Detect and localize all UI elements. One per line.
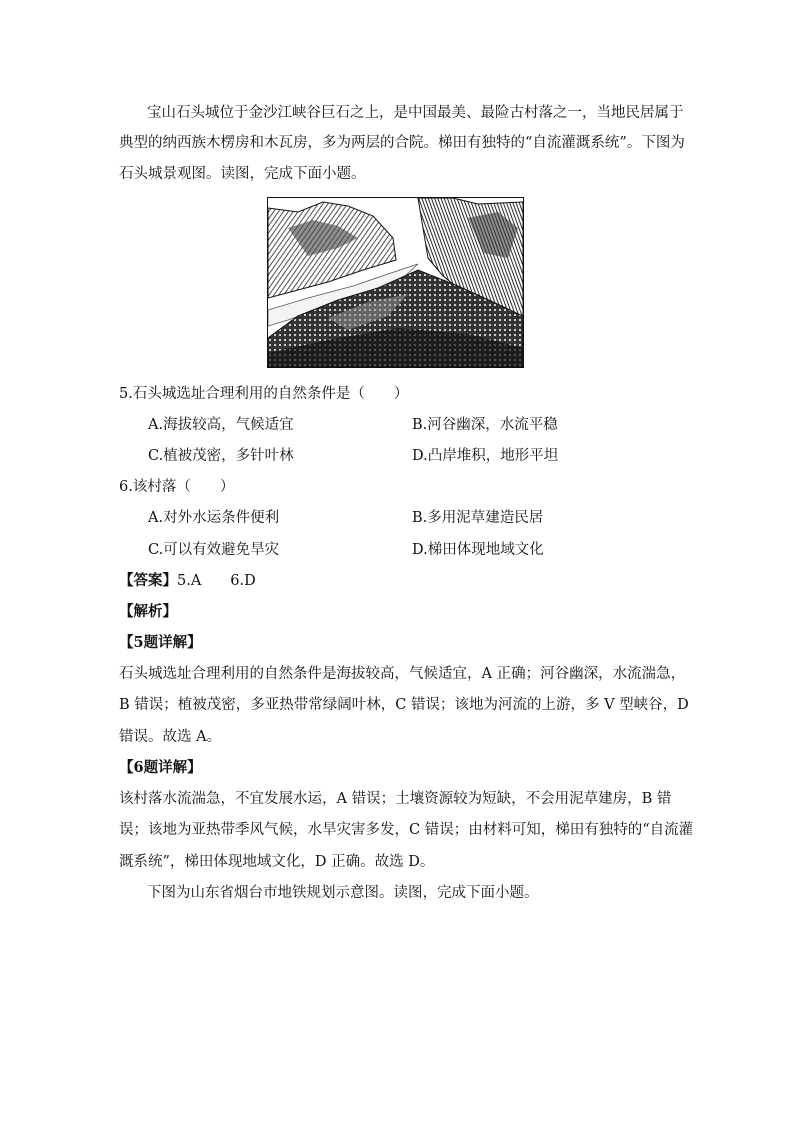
q5-option-c: C.植被茂密，多针叶林: [148, 448, 294, 464]
detail5-label: 【5题详解】: [119, 634, 202, 651]
detail6-line-3: 溉系统”，梯田体现地域文化，D 正确。故选 D。: [119, 854, 435, 870]
q6-option-a: A.对外水运条件便利: [148, 510, 280, 526]
analysis-label: 【解析】: [119, 603, 177, 620]
detail6-line-2: 误；该地为亚热带季风气候，水旱灾害多发，C 错误；由材料可知，梯田有独特的“自流灌: [119, 822, 694, 838]
q6-option-d: D.梯田体现地域文化: [412, 542, 544, 558]
q5-option-b: B.河谷幽深，水流平稳: [412, 417, 558, 433]
landscape-photo-icon: [268, 198, 523, 367]
detail5-line-3: 错误。故选 A。: [119, 729, 222, 745]
detail5-line-1: 石头城选址合理利用的自然条件是海拔较高，气候适宜，A 正确；河谷幽深，水流湍急，: [119, 666, 686, 682]
intro-line-3: 石头城景观图。读图，完成下面小题。: [119, 166, 366, 182]
q5-stem: 5.石头城选址合理利用的自然条件是（ ）: [119, 386, 409, 402]
intro-line-1: 宝山石头城位于金沙江峡谷巨石之上，是中国最美、最险古村落之一，当地民居属于: [147, 105, 684, 121]
intro2-line-1: 下图为山东省烟台市地铁规划示意图。读图，完成下面小题。: [147, 885, 539, 901]
answer-text: 5.A 6.D: [177, 573, 256, 589]
q5-option-d: D.凸岸堆积，地形平坦: [412, 448, 559, 464]
detail6-label: 【6题详解】: [119, 759, 202, 776]
detail5-line-2: B 错误；植被茂密，多亚热带常绿阔叶林，C 错误；该地为河流的上游，多 V 型峡谷，D: [119, 697, 689, 713]
q6-option-c: C.可以有效避免旱灾: [148, 542, 280, 558]
answer-label: 【答案】: [119, 572, 177, 589]
q6-option-b: B.多用泥草建造民居: [412, 510, 544, 526]
intro-line-2: 典型的纳西族木楞房和木瓦房，多为两层的合院。梯田有独特的“自流灌溉系统”。下图为: [119, 135, 685, 151]
answer-line: [119, 571, 256, 591]
detail6-line-1: 该村落水流湍急，不宜发展水运，A 错误；土壤资源较为短缺，不会用泥草建房，B 错: [119, 791, 672, 807]
q5-option-a: A.海拔较高，气候适宜: [148, 417, 294, 433]
q6-stem: 6.该村落（ ）: [119, 479, 235, 495]
stone-city-landscape-figure: [267, 197, 524, 368]
